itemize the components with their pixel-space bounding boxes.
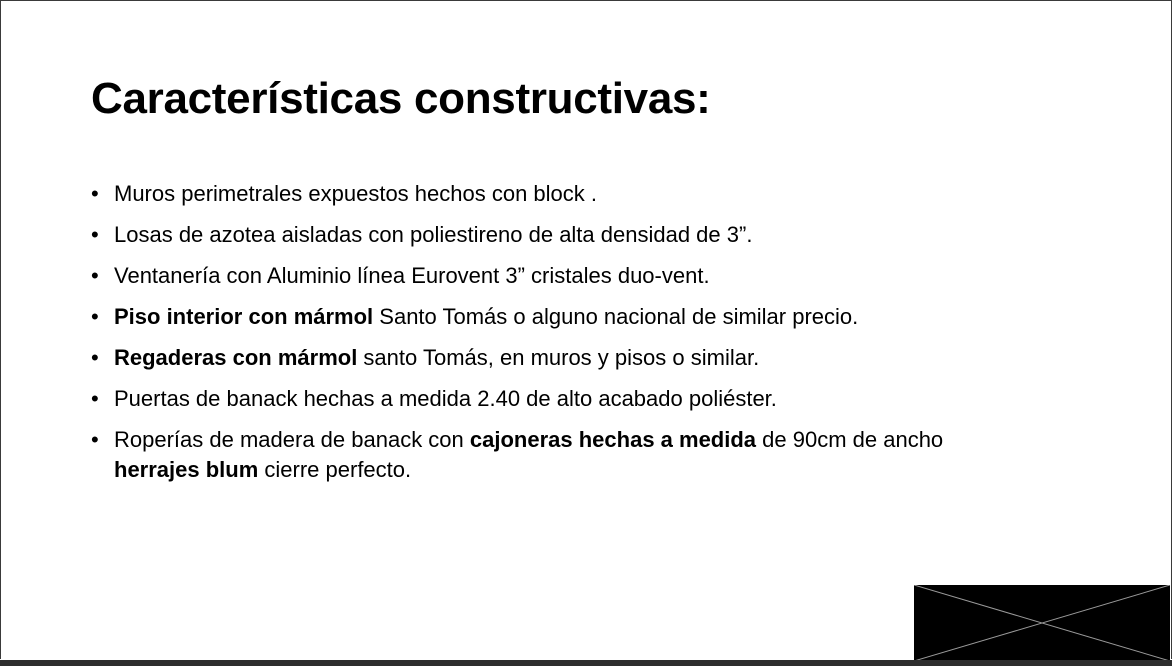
bullet-text: Losas de azotea aisladas con poliestireno de alta densidad de 3”.: [114, 222, 753, 247]
bullet-text: Muros perimetrales expuestos hechos con block .: [114, 181, 598, 206]
bullet-item: [91, 302, 1031, 332]
bullet-text: Puertas de banack hechas a medida 2.40 de alto acabado poliéster.: [114, 386, 777, 411]
bullet-item: [91, 425, 1031, 485]
bottom-bar: [0, 660, 1172, 666]
bullet-text: Roperías de madera de banack con: [114, 427, 470, 452]
bullet-bold-text: Regaderas con mármol: [114, 345, 358, 370]
slide-title: Características constructivas:: [91, 74, 711, 123]
bullet-text: Santo Tomás o alguno nacional de similar precio.: [373, 304, 859, 329]
bullet-item: [91, 261, 1031, 291]
bullet-item: [91, 220, 1031, 250]
bullet-text: santo Tomás, en muros y pisos o similar.: [357, 345, 760, 370]
bullet-text: cierre perfecto.: [258, 457, 412, 482]
bullet-text: de 90cm de ancho: [756, 427, 944, 452]
bullet-list: [91, 179, 1031, 496]
bullet-bold-text: Piso interior con mármol: [114, 304, 374, 329]
bullet-item: [91, 179, 1031, 209]
image-placeholder: [914, 585, 1170, 661]
bullet-item: [91, 384, 1031, 414]
bullet-text: Ventanería con Aluminio línea Eurovent 3” cristales duo-vent.: [114, 263, 710, 288]
bullet-item: [91, 343, 1031, 373]
placeholder-cross-icon: [914, 585, 1170, 661]
bullet-bold-text: herrajes blum: [114, 457, 259, 482]
bullet-bold-text: cajoneras hechas a medida: [469, 427, 757, 452]
